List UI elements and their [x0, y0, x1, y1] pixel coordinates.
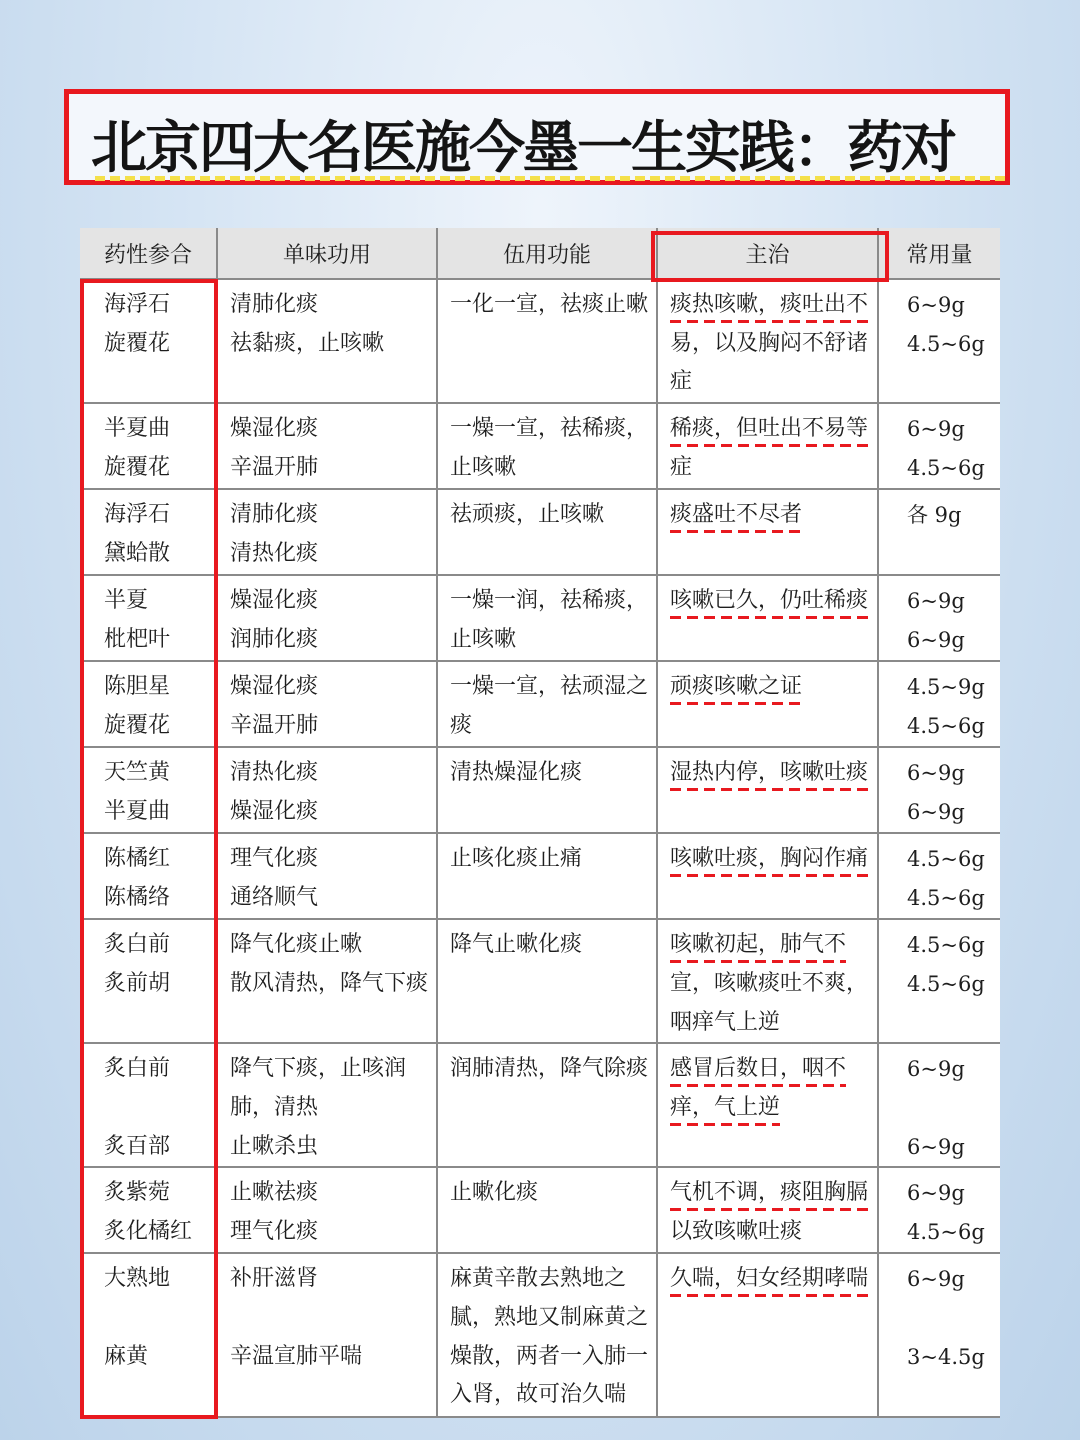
- table-row: [80, 919, 1000, 1043]
- dosage-text: 6~9g: [907, 293, 965, 317]
- herb-name: 陈胆星: [104, 674, 171, 700]
- herb-cell: [80, 1043, 217, 1167]
- herb-cell: [80, 661, 217, 747]
- table-row: [80, 1253, 1000, 1417]
- herb-name: 炙百部: [104, 1133, 171, 1159]
- single-function-text: 止嗽祛痰: [230, 1180, 319, 1206]
- indication-cell: [657, 919, 878, 1043]
- herb-name: 旋覆花: [104, 454, 171, 480]
- dosage-text: 3~4.5g: [907, 1344, 985, 1369]
- dosage-text: 4.5~6g: [907, 885, 985, 910]
- herb-name: 旋覆花: [104, 330, 171, 356]
- indication-cell: [657, 279, 878, 403]
- table-row: [80, 1043, 1000, 1167]
- combined-function-text: 燥散，两者一入肺一: [450, 1343, 649, 1369]
- indication-underlined-text: 湿热内停，咳嗽吐痰: [670, 755, 868, 791]
- single-function-text: 燥湿化痰: [230, 416, 319, 442]
- herb-name: 大熟地: [104, 1266, 171, 1292]
- dosage-cell: [878, 575, 1000, 661]
- dosage-cell: [878, 919, 1000, 1043]
- indication-underlined-text: 痰盛吐不尽者: [670, 497, 802, 533]
- combined-function-text: 止咳化痰止痛: [450, 846, 583, 872]
- single-function-text: 祛黏痰，止咳嗽: [230, 330, 385, 356]
- indication-underlined-text: 咳嗽初起，肺气不: [670, 927, 846, 963]
- combined-function-cell: [437, 403, 657, 489]
- combined-function-text: 祛顽痰，止咳嗽: [450, 502, 605, 528]
- dosage-cell: [878, 661, 1000, 747]
- combined-function-cell: [437, 833, 657, 919]
- indication-underlined-text: 感冒后数日，咽不: [670, 1051, 846, 1087]
- single-function-text: 润肺化痰: [230, 626, 319, 652]
- indication-underlined-text: 久喘，妇女经期哮喘: [670, 1261, 868, 1297]
- header-indication: 主治: [657, 228, 878, 279]
- herb-name: 海浮石: [104, 292, 171, 317]
- combined-function-text: 止咳嗽: [450, 626, 517, 652]
- single-function-text: 理气化痰: [230, 1218, 319, 1244]
- combined-function-cell: [437, 1043, 657, 1167]
- herb-cell: [80, 1253, 217, 1417]
- herb-cell: [80, 279, 217, 403]
- single-function-cell: [217, 661, 437, 747]
- indication-cell: [657, 661, 878, 747]
- single-function-text: 止嗽杀虫: [230, 1133, 319, 1159]
- table-row: [80, 575, 1000, 661]
- indication-cell: [657, 1253, 878, 1417]
- indication-text: 易，以及胸闷不舒诸症: [670, 330, 869, 395]
- single-function-text: 辛温开肺: [230, 712, 319, 738]
- indication-underlined-text: 咳嗽已久，仍吐稀痰: [670, 583, 868, 619]
- combined-function-cell: [437, 489, 657, 575]
- indication-text: 宣，咳嗽痰吐不爽，咽痒气上逆: [670, 970, 869, 1035]
- herb-cell: [80, 833, 217, 919]
- single-function-text: 补肝滋肾: [230, 1266, 319, 1292]
- herb-cell: [80, 919, 217, 1043]
- dosage-text: 6~9g: [907, 761, 965, 786]
- single-function-text: 降气化痰止嗽: [230, 932, 363, 958]
- combined-function-text: 一燥一宣，祛顽湿之: [450, 674, 649, 700]
- dosage-text: 4.5~6g: [907, 331, 985, 356]
- table-row: [80, 833, 1000, 919]
- combined-function-text: 腻，熟地又制麻黄之: [450, 1304, 649, 1330]
- indication-cell: [657, 1043, 878, 1167]
- single-function-text: 通络顺气: [230, 884, 319, 910]
- blank-line: [907, 1299, 1000, 1338]
- table-row: [80, 747, 1000, 833]
- indication-cell: [657, 575, 878, 661]
- indication-underlined-text: 稀痰，但吐出不易等: [670, 411, 868, 447]
- dosage-text: 6~9g: [907, 627, 965, 652]
- header-single-function: 单味功用: [217, 228, 437, 279]
- combined-function-cell: [437, 919, 657, 1043]
- single-function-text: 清热化痰: [230, 540, 319, 566]
- herb-name: 半夏曲: [104, 416, 171, 442]
- combined-function-text: 一燥一润，祛稀痰，: [450, 588, 649, 614]
- herb-name: 麻黄: [104, 1343, 149, 1369]
- dosage-text: 各 9g: [907, 503, 962, 528]
- dosage-text: 6~9g: [907, 417, 965, 442]
- combined-function-cell: [437, 747, 657, 833]
- indication-underlined-text: 顽痰咳嗽之证: [670, 669, 802, 705]
- indication-cell: [657, 747, 878, 833]
- blank-line: [907, 1089, 1000, 1128]
- dosage-text: 6~9g: [907, 1134, 965, 1159]
- indication-underlined-text: 痒，气上逆: [670, 1090, 780, 1126]
- indication-cell: [657, 833, 878, 919]
- dosage-text: 4.5~6g: [907, 971, 985, 996]
- combined-function-text: 痰: [450, 712, 473, 738]
- herb-cell: [80, 403, 217, 489]
- herb-name: 炙白前: [104, 932, 171, 958]
- single-function-cell: [217, 279, 437, 403]
- herb-name: 陈橘络: [104, 884, 171, 910]
- single-function-cell: [217, 747, 437, 833]
- indication-cell: [657, 403, 878, 489]
- dosage-cell: [878, 1043, 1000, 1167]
- combined-function-text: 润肺清热，降气除痰: [450, 1056, 649, 1082]
- single-function-text: 燥湿化痰: [230, 674, 319, 700]
- dosage-cell: [878, 833, 1000, 919]
- dosage-cell: [878, 279, 1000, 403]
- herb-name: 炙白前: [104, 1056, 171, 1082]
- combined-function-text: 一化一宣，祛痰止嗽: [450, 292, 649, 317]
- single-function-cell: [217, 1043, 437, 1167]
- title-banner: [64, 89, 1010, 185]
- single-function-text: 燥湿化痰: [230, 798, 319, 824]
- header-herb-combination: 药性参合: [80, 228, 217, 279]
- dosage-text: 4.5~6g: [907, 455, 985, 480]
- indication-cell: [657, 489, 878, 575]
- indication-underlined-text: 气机不调，痰阻胸膈: [670, 1175, 868, 1211]
- herb-pair-table-document: [80, 228, 1000, 1418]
- blank-line: [104, 1089, 216, 1128]
- indication-underlined-text: 咳嗽吐痰，胸闷作痛: [670, 841, 868, 877]
- herb-cell: [80, 489, 217, 575]
- single-function-text: 清肺化痰: [230, 292, 319, 317]
- dosage-text: 6~9g: [907, 1267, 965, 1292]
- herb-name: 半夏曲: [104, 798, 171, 824]
- page-title: 北京四大名医施今墨一生实践：药对: [91, 116, 955, 181]
- combined-function-text: 止嗽化痰: [450, 1180, 539, 1206]
- herb-cell: [80, 747, 217, 833]
- header-dosage: 常用量: [878, 228, 1000, 279]
- single-function-cell: [217, 403, 437, 489]
- single-function-text: 理气化痰: [230, 846, 319, 872]
- single-function-cell: [217, 833, 437, 919]
- dosage-text: 6~9g: [907, 1057, 965, 1082]
- blank-line: [230, 1299, 436, 1338]
- herb-name: 黛蛤散: [104, 540, 171, 566]
- single-function-text: 散风清热，降气下痰: [230, 970, 429, 996]
- herb-name: 炙前胡: [104, 970, 171, 996]
- herb-name: 枇杷叶: [104, 626, 171, 652]
- combined-function-text: 入肾，故可治久喘: [450, 1382, 627, 1408]
- combined-function-cell: [437, 575, 657, 661]
- dosage-text: 4.5~6g: [907, 1219, 985, 1244]
- dosage-text: 6~9g: [907, 799, 965, 824]
- dosage-text: 4.5~6g: [907, 847, 985, 872]
- table-header-row: [80, 228, 1000, 279]
- herb-cell: [80, 575, 217, 661]
- table-row: [80, 1167, 1000, 1253]
- combined-function-text: 止咳嗽: [450, 454, 517, 480]
- combined-function-text: 一燥一宣，祛稀痰，: [450, 416, 649, 442]
- dosage-text: 6~9g: [907, 1181, 965, 1206]
- dosage-cell: [878, 489, 1000, 575]
- indication-text: 以致咳嗽吐痰: [670, 1218, 803, 1244]
- herb-name: 半夏: [104, 588, 149, 614]
- combined-function-text: 降气止嗽化痰: [450, 932, 583, 958]
- single-function-cell: [217, 575, 437, 661]
- herb-name: 天竺黄: [104, 760, 171, 786]
- herb-cell: [80, 1167, 217, 1253]
- herb-name: 炙化橘红: [104, 1218, 193, 1244]
- combined-function-text: 清热燥湿化痰: [450, 760, 583, 786]
- table-row: [80, 661, 1000, 747]
- header-combined-function: 伍用功能: [437, 228, 657, 279]
- indication-cell: [657, 1167, 878, 1253]
- dosage-text: 4.5~6g: [907, 933, 985, 958]
- single-function-text: 燥湿化痰: [230, 588, 319, 614]
- single-function-text: 肺，清热: [230, 1094, 319, 1120]
- herb-name: 陈橘红: [104, 846, 171, 872]
- table-row: [80, 279, 1000, 403]
- dosage-text: 4.5~9g: [907, 675, 985, 700]
- title-dashed-underline: [95, 176, 1005, 181]
- single-function-text: 辛温宣肺平喘: [230, 1343, 363, 1369]
- combined-function-cell: [437, 279, 657, 403]
- dosage-text: 6~9g: [907, 589, 965, 614]
- dosage-text: 4.5~6g: [907, 713, 985, 738]
- table-row: [80, 403, 1000, 489]
- blank-line: [104, 1299, 216, 1338]
- dosage-cell: [878, 747, 1000, 833]
- herb-name: 旋覆花: [104, 712, 171, 738]
- single-function-cell: [217, 1167, 437, 1253]
- single-function-cell: [217, 489, 437, 575]
- table-row: [80, 489, 1000, 575]
- single-function-text: 清热化痰: [230, 760, 319, 786]
- combined-function-cell: [437, 1167, 657, 1253]
- herb-name: 海浮石: [104, 502, 171, 528]
- herb-name: 炙紫菀: [104, 1180, 171, 1206]
- dosage-cell: [878, 1167, 1000, 1253]
- single-function-text: 降气下痰，止咳润: [230, 1056, 407, 1082]
- combined-function-text: 麻黄辛散去熟地之: [450, 1266, 627, 1292]
- combined-function-cell: [437, 661, 657, 747]
- herb-pair-table: [80, 228, 1000, 1418]
- dosage-cell: [878, 403, 1000, 489]
- single-function-text: 辛温开肺: [230, 454, 319, 480]
- indication-underlined-text: 痰热咳嗽，痰吐出不: [670, 287, 868, 323]
- single-function-cell: [217, 1253, 437, 1417]
- single-function-text: 清肺化痰: [230, 502, 319, 528]
- combined-function-cell: [437, 1253, 657, 1417]
- indication-text: 症: [670, 454, 693, 480]
- single-function-cell: [217, 919, 437, 1043]
- dosage-cell: [878, 1253, 1000, 1417]
